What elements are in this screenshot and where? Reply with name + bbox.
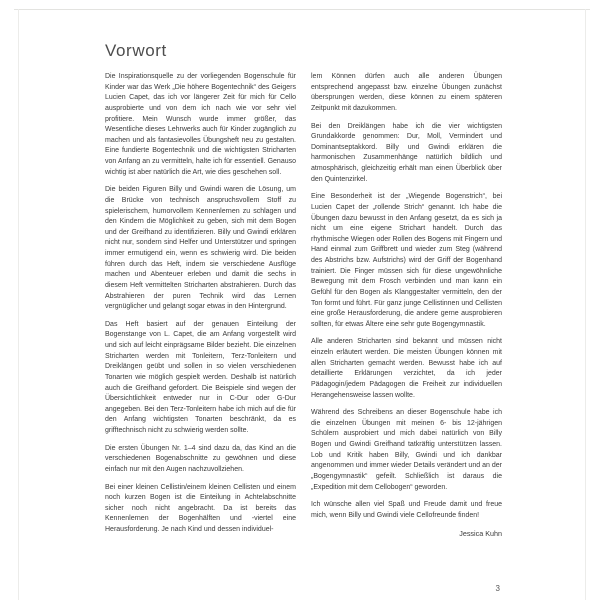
scan-edge-top	[14, 9, 590, 10]
right-text-column	[311, 72, 502, 538]
paragraph: Während des Schreibens an dieser Bogenschule habe ich die einzelnen Übungen mit meinen 6- bis 12-jährigen Schülern ausprobiert und mich dabei natürlich von Billy Bogen und Gwindi Greifhand tatkräftig unterstützen lassen. Lob und Kritik haben Billy, Gwindi und ich dankbar angenommen und immer wieder Details verändert und an der „Bogengymnastik“ gefeilt. Schließlich ist daraus die „Expedition mit dem Cellobogen“ geworden.	[311, 409, 502, 491]
page-number: 3	[495, 584, 500, 593]
paragraph: Die beiden Figuren Billy und Gwindi waren die Lösung, um die Brücke von technisch anspruchsvollem Stoff zu spielerischem, humorvollem Kennenlernen zu schlagen und den Kindern die Möglichkeit zu geben, sich mit dem Bogen und der Greifhand zu identifizieren. Billy und Gwindi erklären nicht nur, sondern sind Helfer und Unterstützer und springen immer ermutigend ein, wenn es schwierig wird. Die beiden führen durch das Heft, indem sie verschiedene Ausflüge machen und Abenteuer erleben und damit die sechs in diesem Heft vermittelten Stricharten abstrahieren. Durch das Abstrahieren der puren Technik wird das Lernen vergnüglicher und gelangt sogar etwas in den Hintergrund.	[105, 186, 296, 311]
paragraph: Ich wünsche allen viel Spaß und Freude damit und freue mich, wenn Billy und Gwindi viele Cellofreunde finden!	[311, 501, 502, 519]
paragraph: Bei einer kleinen Cellistin/einem kleinen Cellisten und einem noch kurzen Bogen ist die Einteilung in Achtelabschnitte sicher noch nicht angebracht. Da ist bereits das Kennenlernen der Bogenhälften und -viertel eine Herausforderung. Je nach Kind und dessen individuel-	[105, 483, 296, 533]
paragraph: Die Inspirationsquelle zu der vorliegenden Bogenschule für Kinder war das Werk „Die höhere Bogentechnik“ des Geigers Lucien Capet, das ich vor längerer Zeit für mich für Cello ausprobierte und von dem ich nach wie vor sehr viel profitiere. Mein Wunsch wurde immer größer, das Wesentliche dieses Lehrwerks auch für Kinder zugänglich zu machen und als fantasievolles Übungsheft neu zu gestalten. Eine fundierte Bogentechnik und die wichtigsten Stricharten von Anfang an zu vermitteln, halte ich für essentiell. Genauso wichtig ist aber natürlich die Art, wie dies geschehen soll.	[105, 73, 296, 176]
scan-edge-right	[585, 9, 586, 600]
paragraph: Das Heft basiert auf der genauen Einteilung der Bogenstange von L. Capet, die am Anfang vorgestellt wird und sich auf leicht einprägsame Bilder bezieht. Die einzelnen Stricharten werden mit Tonleitern, Terz-Tonleitern und Dreiklängen geübt und sollen in so vielen verschiedenen Tonarten wie möglich gespielt werden. Deshalb ist natürlich auch die Greifhand gefordert. Die Beispiele sind wegen der Übersichtlichkeit entweder nur in C-Dur oder G-Dur angegeben. Bei den Terz-Tonleitern habe ich mich auf die für den Anfang wichtigsten Tonarten beschränkt, da es grifftechnisch nicht zu schwierig werden sollte.	[105, 320, 296, 434]
left-text-column	[105, 72, 296, 543]
paragraph: Eine Besonderheit ist der „Wiegende Bogenstrich“, bei Lucien Capet der „rollende Strich“ genannt. Ich habe die Übungen dazu bewusst in den Anfang gesetzt, da es sich ja nicht um eine eigene Strichart handelt. Durch das rhythmische Wiegen oder Rollen des Bogens mit Fingern und Hand einmal zum Griffbrett und wieder zum Steg (während des Abstrichs bzw. Aufstrichs) wird der Griff der Bogenhand trainiert. Die Finger müssen sich für diese ungewöhnliche Bewegung mit dem Frosch verbinden und man kann ein Gefühl für den Bogen als Klanggestalter vermitteln, den der Ton formt und führt. Für ganz junge Cellistinnen und Cellisten eine große Herausforderung, die andere gerne ausprobieren sollten, für etwas Ältere eine sehr gute Bogengymnastik.	[311, 193, 502, 328]
paragraph: Bei den Dreiklängen habe ich die vier wichtigsten Grundakkorde genommen: Dur, Moll, Vermindert und Dominantseptakkord. Billy und Gwindi erklären die harmonischen Zusammenhänge natürlich bildlich und atmosphärisch, gleichzeitig erhält man einen Überblick über den Quintenzirkel.	[311, 122, 502, 183]
author-signature: Jessica Kuhn	[459, 529, 502, 539]
page-title: Vorwort	[105, 41, 167, 61]
paragraph: Die ersten Übungen Nr. 1–4 sind dazu da, das Kind an die verschiedenen Bogenabschnitte zu gewöhnen und diese einfach nur mit den Augen nachzuvollziehen.	[105, 444, 296, 473]
scan-edge-left	[18, 9, 19, 600]
paragraph: Alle anderen Stricharten sind bekannt und müssen nicht einzeln erläutert werden. Die meisten Übungen können mit allen Stricharten gemacht werden. Bewusst habe ich auf detaillierte Erklärungen verzichtet, da ich jeder Pädagogin/jedem Pädagogen die Freiheit zur individuellen Herangehensweise lassen wollte.	[311, 338, 502, 399]
paragraph: lem Können dürfen auch alle anderen Übungen entsprechend angepasst bzw. einzelne Übungen zunächst übersprungen werden, diese können zu einem späteren Zeitpunkt mit dazukommen.	[311, 73, 502, 112]
